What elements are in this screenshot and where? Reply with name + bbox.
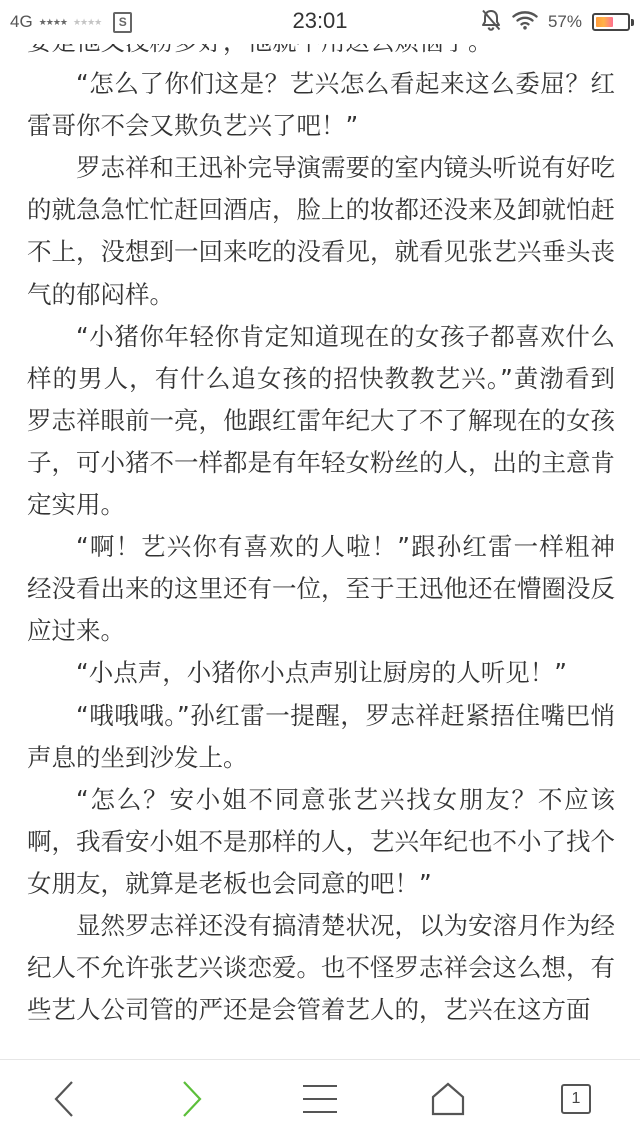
signal-strength-sim2: ★★★★ [72, 16, 102, 27]
reader-text-column [27, 21, 615, 1031]
paragraph-3: “小猪你年轻你肯定知道现在的女孩子都喜欢什么样的男人，有什么追女孩的招快教教艺兴。”黄渤看到罗志祥眼前一亮，他跟红雷年纪大了不了解现在的女孩子，可小猪不一样都是有年轻女粉丝的人，出的主意肯定实用。 [27, 321, 615, 520]
paragraph-7: “怎么？安小姐不同意张艺兴找女朋友？不应该啊，我看安小姐不是那样的人，艺兴年纪也不小了找个女朋友，就算是老板也会同意的吧！” [27, 784, 615, 898]
battery-percent: 57% [547, 12, 582, 31]
status-time: 23:01 [292, 8, 348, 33]
paragraph-6: “哦哦哦。”孙红雷一提醒，罗志祥赶紧捂住嘴巴悄声息的坐到沙发上。 [27, 700, 615, 772]
paragraph-1: “怎么了你们这是？艺兴怎么看起来这么委屈？红雷哥你不会又欺负艺兴了吧！” [27, 69, 615, 141]
paragraph-2: 罗志祥和王迅补完导演需要的室内镜头听说有好吃的就急急忙忙赶回酒店，脸上的妆都还没来及卸就怕赶不上，没想到一回来吃的没看见，就看见张艺兴垂头丧气的郁闷样。 [27, 153, 615, 309]
wifi-icon [512, 10, 538, 35]
chevron-right-icon [180, 1080, 204, 1118]
battery-icon [592, 13, 630, 31]
mute-bell-icon [480, 8, 502, 37]
home-icon [430, 1081, 466, 1117]
bottom-nav-bar [0, 1059, 640, 1138]
hamburger-menu-icon [302, 1083, 338, 1115]
paragraph-4: “啊！艺兴你有喜欢的人啦！”跟孙红雷一样粗神经没看出来的这里还有一位，至于王迅他还在懵圈没反应过来。 [27, 532, 615, 646]
chevron-left-icon [52, 1080, 76, 1118]
paragraph-8: 显然罗志祥还没有搞清楚状况，以为安溶月作为经纪人不允许张艺兴谈恋爱。也不怪罗志祥会这么想，有些艺人公司管的严还是会管着艺人的，艺兴在这方面 [27, 910, 615, 1025]
back-button[interactable] [0, 1060, 128, 1138]
status-bar [0, 0, 640, 44]
tabs-button[interactable] [512, 1060, 640, 1138]
sim-badge-icon: S [113, 12, 132, 33]
forward-button[interactable] [128, 1060, 256, 1138]
signal-strength-sim1: ★★★★ [38, 16, 67, 27]
menu-button[interactable] [256, 1060, 384, 1138]
battery-level-fill [596, 17, 613, 27]
tab-count: 1 [571, 1090, 581, 1107]
network-type: 4G [10, 12, 33, 31]
home-button[interactable] [384, 1060, 512, 1138]
paragraph-5: “小点声，小猪你小点声别让厨房的人听见！” [76, 658, 567, 688]
status-right-group [480, 8, 630, 36]
tab-count-icon [561, 1084, 591, 1114]
